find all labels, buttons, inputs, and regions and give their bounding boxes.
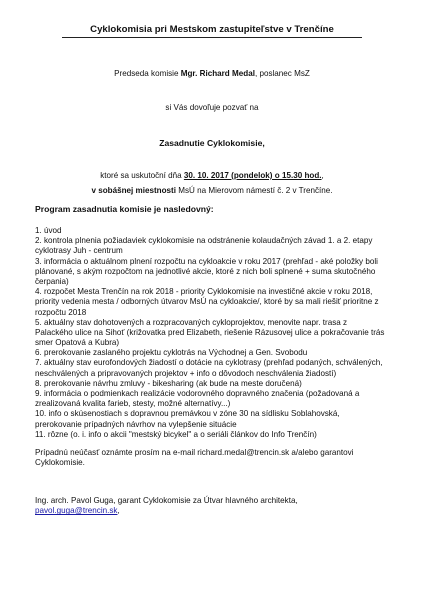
intro-prefix: Predseda komisie — [114, 69, 181, 78]
meeting-time — [0, 171, 424, 181]
program-heading: Program zasadnutia komisie je nasledovný: — [35, 204, 214, 214]
invite-line: si Vás dovoľuje pozvať na — [165, 103, 259, 112]
program-item: 2. kontrola plnenia požiadaviek cyklokomisie na odstránenie kolaudačných závad 1. a 2. etapy cyklotrasy Juh - centrum — [35, 236, 373, 256]
meeting-title: Zasadnutie Cyklokomisie, — [159, 138, 265, 148]
program-item: 10. info o skúsenostiach s dopravnou premávkou v zóne 30 na sídlisku Soblahovská, prerokovanie prípadných návrhov na vylepšenie situácie — [35, 409, 340, 429]
program-item: 5. aktuálny stav dohotovených a rozpracovaných cykloprojektov, menovite napr. trasa z Palackého ulice na Sihoť (križovatka pred Elizabeth, riešenie Rázusovej ulice a pokračovanie trás smer Opatová a Kubra) — [35, 317, 385, 348]
meeting-place — [0, 186, 424, 196]
program-item: 8. prerokovanie návrhu zmluvy - bikesharing (ak bude na meste doručená) — [35, 378, 302, 388]
meeting-date: 30. 10. 2017 (pondelok) o 15.30 hod. — [183, 171, 322, 180]
intro-line — [0, 69, 424, 79]
program-item: 11. rôzne (o. i. info o akcii "mestský bicykel" a o seriáli článkov do Info Trenčín) — [35, 429, 317, 439]
program-list — [35, 226, 385, 440]
place-room: v sobášnej miestnosti — [91, 186, 176, 195]
time-prefix: ktoré sa uskutoční dňa — [100, 171, 184, 180]
program-item: 3. informácia o aktuálnom plnení rozpočtu na cykloakcie v roku 2017 (prehľad - aké položky boli plánované, s akým rozpočtom na jednotlivé akcie, ktoré z nich boli splnené + suma skutočného čerpania) — [35, 256, 378, 286]
signature-line: Ing. arch. Pavol Guga, garant Cyklokomisie za Útvar hlavného architekta, — [35, 496, 298, 505]
absence-notice: Prípadnú neúčasť oznámte prosím na e-mail richard.medal@trencin.sk a/alebo garantovi Cyklokomisie. — [35, 448, 354, 468]
chairman-name: Mgr. Richard Medal — [180, 69, 255, 78]
program-item: 6. prerokovanie zaslaného projektu cyklotrás na Východnej a Gen. Svobodu — [35, 348, 308, 358]
document-header: Cyklokomisia pri Mestskom zastupiteľstve v Trenčíne — [62, 24, 362, 38]
email-suffix: , — [117, 506, 120, 516]
signature-block — [35, 496, 385, 516]
program-item: 7. aktuálny stav eurofondových žiadostí o dotácie na cyklotrasy (prehľad podaných, schválených, neschválených a pripravovaných projektov + info o dôvodoch neschválenia žiadostí) — [35, 358, 383, 378]
program-item: 1. úvod — [35, 226, 62, 235]
signature-contact — [35, 506, 385, 516]
place-address: MsÚ na Mierovom námestí č. 2 v Trenčíne. — [176, 186, 333, 195]
program-item: 4. rozpočet Mesta Trenčín na rok 2018 - priority Cyklokomisie na investičné akcie v roku 2018, priority vedenia mesta / odborných útvarov MsÚ na cykloakcie/, ktoré by sa mali riešiť prioritne z rozpočtu 2018 — [35, 287, 379, 317]
intro-suffix: , poslanec MsZ — [254, 69, 310, 78]
time-suffix: , — [321, 171, 324, 180]
guarantor-email-link[interactable]: pavol.guga@trencin.sk — [35, 506, 118, 516]
program-item: 9. informácia o podmienkach realizácie vodorovného dopravného značenia (požadovaná a zrealizovaná kvalita farieb, stesty, možné alternatívy...) — [35, 389, 360, 409]
